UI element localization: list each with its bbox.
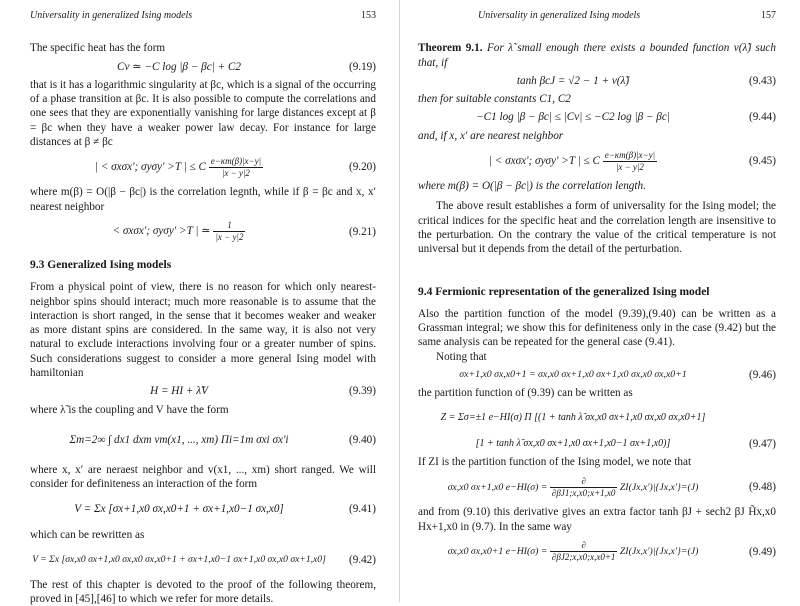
- equation-9-19-body: Cv ≃ −C log |β − βc| + C2: [117, 60, 241, 73]
- equation-9-49-rhs: ZI(Jx,x′)|{Jx,x′}=(J): [619, 546, 699, 558]
- left-paragraph-5: where λ̃ is the coupling and V have the form: [30, 403, 229, 416]
- theorem-9-1-text: For λ̃ small enough there exists a bounded function ν(λ̃) such that, if: [418, 42, 776, 69]
- theorem-9-1-part-4: where m(β) = O(|β − βc|) is the correlation length.: [418, 180, 646, 193]
- equation-9-48-fraction: [550, 476, 617, 499]
- equation-9-20-fraction: [209, 156, 263, 179]
- equation-9-20-denominator: |x − y|2: [221, 167, 250, 178]
- equation-9-46-body: σx+1,x0 σx,x0+1 = σx,x0 σx+1,x0 σx+1,x0 σx,x0 σx,x0+1: [459, 369, 687, 381]
- equation-9-19-number: (9.19): [348, 60, 376, 73]
- left-paragraph-4: From a physical point of view, there is no reason for which only nearest-neighbor spins should interact; much more reasonable is to assume that the interaction is short ranged, in the sense that it becomes weaker and weaker as more distant spins are considered. In the same way, it is also not very natural to exclude interactions involving four or a greater number of spins. Such considerations suggest to consider a more general Ising model with hamiltonian: [30, 281, 376, 380]
- section-heading-9-3: 9.3 Generalized Ising models: [30, 258, 172, 271]
- equation-9-49-lhs: σx,x0 σx,x0+1 e−HI(σ) =: [447, 546, 548, 558]
- equation-9-39-number: (9.39): [348, 385, 376, 398]
- equation-9-40-number: (9.40): [348, 433, 376, 446]
- left-running-title: Universality in generalized Ising models: [30, 10, 193, 21]
- equation-9-48: [418, 473, 776, 501]
- right-header: [418, 9, 776, 23]
- theorem-9-1-part-3: and, if x, x′ are nearest neighbor: [418, 129, 564, 142]
- right-paragraph-6: and from (9.10) this derivative gives an extra factor tanh βJ + sech2 βJ H̃x,x0 Hx+1,x0 in (9.7). In the same way: [418, 506, 776, 533]
- equation-9-46: [418, 368, 776, 382]
- equation-9-41-body: V = Σx [σx+1,x0 σx,x0+1 + σx+1,x0−1 σx,x0]: [74, 503, 284, 516]
- equation-9-47-line-2-body: [1 + tanh λ̃ σx,x0 σx+1,x0 σx+1,x0−1 σx+1,x0)]: [475, 437, 671, 449]
- equation-9-42: [30, 546, 376, 574]
- equation-9-44-body: −C1 log |β − βc| ≤ |Cv| ≤ −C2 log |β − βc|: [476, 111, 670, 124]
- equation-9-45-fraction: [603, 150, 657, 173]
- equation-9-39-body: H = HI + λ̃V: [150, 385, 208, 398]
- equation-9-41: [30, 496, 376, 524]
- equation-9-20-lhs: | < σxσx′; σyσy′ >T | ≤ C: [94, 160, 206, 173]
- equation-9-47-line-1-body: Z = Σσ=±1 e−HI(σ) Π [(1 + tanh λ̃ σx,x0 σx+1,x0 σx,x0 σx,x0+1]: [440, 412, 706, 424]
- equation-9-40: [30, 421, 376, 459]
- equation-9-48-lhs: σx,x0 σx+1,x0 e−HI(σ) =: [447, 481, 548, 493]
- equation-9-45-numerator: e−κm(β)|x−y|: [604, 149, 656, 160]
- right-paragraph-3: Noting that: [436, 350, 487, 363]
- section-heading-9-4: 9.4 Fermionic representation of the generalized Ising model: [418, 285, 710, 298]
- equation-9-39: [30, 384, 376, 398]
- equation-9-42-body: V = Σx [σx,x0 σx+1,x0 σx,x0 σx,x0+1 + σx+1,x0−1 σx+1,x0 σx,x0 σx+1,x0]: [32, 553, 326, 565]
- right-page: [400, 0, 800, 602]
- equation-9-20: [30, 153, 376, 181]
- equation-9-44-number: (9.44): [748, 111, 776, 124]
- equation-9-42-number: (9.42): [348, 553, 376, 566]
- equation-9-40-body: Σm=2∞ ∫ dx1 dxm vm(x1, ..., xm) Πi=1m σxi σx′i: [69, 433, 289, 446]
- equation-9-20-number: (9.20): [348, 161, 376, 174]
- equation-9-48-numerator: ∂: [550, 476, 617, 488]
- equation-9-48-denominator: ∂βJ1;x,x0;x+1,x0: [551, 487, 616, 498]
- equation-9-21-number: (9.21): [348, 225, 376, 238]
- left-paragraph-7: which can be rewritten as: [30, 528, 145, 541]
- equation-9-48-rhs: ZI(Jx,x′)|{Jx,x′}=(J): [619, 481, 699, 493]
- equation-9-21-fraction: [213, 220, 245, 243]
- theorem-9-1: [418, 41, 776, 70]
- left-page-number: 153: [361, 10, 376, 21]
- left-paragraph-8: The rest of this chapter is devoted to the proof of the following theorem, proved in [45],[46] to which we refer for more details.: [30, 578, 376, 606]
- equation-9-45-denominator: |x − y|2: [615, 161, 644, 172]
- right-paragraph-1: The above result establishes a form of universality for the Ising model; the critical indices for the specific heat and the correlation length are insensitive to the perturbation. On the contrary the value of the critical temperature is not universal but it depends from the detail of the perturbation.: [418, 200, 776, 256]
- equation-9-47-number: (9.47): [748, 437, 776, 450]
- equation-9-48-number: (9.48): [748, 481, 776, 494]
- theorem-9-1-label: Theorem 9.1.: [418, 42, 483, 55]
- equation-9-47-line-1: [418, 405, 776, 433]
- right-paragraph-5: If ZI is the partition function of the Ising model, we note that: [418, 455, 692, 468]
- equation-9-49: [418, 538, 776, 566]
- left-paragraph-1: The specific heat has the form: [30, 42, 166, 55]
- equation-9-49-numerator: ∂: [550, 540, 617, 552]
- equation-9-45-lhs: | < σxσx′; σyσy′ >T | ≤ C: [488, 154, 600, 167]
- left-paragraph-6: where x, x′ are neraest neighbor and v(x1, ..., xm) short ranged. We will consider for definiteness an interaction of the form: [30, 463, 376, 491]
- equation-9-49-denominator: ∂βJ2;x,x0;x,x0+1: [551, 552, 616, 563]
- right-paragraph-2: Also the partition function of the model (9.39),(9.40) can be written as a Grassman integral; we show this for definiteness only in the case (9.42) but the same analysis can be repeated for the general case (9.41).: [418, 307, 776, 349]
- equation-9-43-number: (9.43): [748, 74, 776, 87]
- equation-9-41-number: (9.41): [348, 503, 376, 516]
- right-paragraph-4: the partition function of (9.39) can be written as: [418, 387, 633, 400]
- equation-9-49-number: (9.49): [748, 545, 776, 558]
- equation-9-21: [30, 218, 376, 246]
- equation-9-43: [418, 74, 776, 88]
- equation-9-20-numerator: e−κm(β)|x−y|: [210, 155, 262, 166]
- theorem-9-1-part-2: then for suitable constants C1, C2: [418, 93, 571, 106]
- equation-9-43-body: tanh βcJ = √2 − 1 + ν(λ̃): [516, 74, 630, 87]
- equation-9-46-number: (9.46): [748, 369, 776, 382]
- equation-9-21-lhs: < σxσx′; σyσy′ >T | ≃: [112, 225, 211, 238]
- right-running-title: Universality in generalized Ising models: [478, 10, 641, 21]
- equation-9-47-line-2: [418, 437, 776, 451]
- equation-9-19: [30, 60, 376, 74]
- equation-9-45: [418, 147, 776, 175]
- left-paragraph-2: that is it has a logarithmic singularity at βc, which is a signal of the occurring of a phase transition at βc. It is also possible to compute the correlations and one sees that they are exponentially vanishing for large distances except at β = βc when they have a weaker power law decay. For instance for large distances at β ≠ βc: [30, 78, 376, 149]
- equation-9-49-fraction: [550, 540, 617, 563]
- equation-9-21-numerator: 1: [213, 220, 245, 232]
- left-paragraph-3: where m(β) = O(|β − βc|) is the correlation legnth, while if β = βc and x, x′ nearest neighbor: [30, 186, 376, 213]
- equation-9-44: [418, 110, 776, 124]
- equation-9-21-denominator: |x − y|2: [215, 232, 244, 243]
- right-page-number: 157: [761, 10, 776, 21]
- left-header: [30, 9, 376, 23]
- equation-9-45-number: (9.45): [748, 154, 776, 167]
